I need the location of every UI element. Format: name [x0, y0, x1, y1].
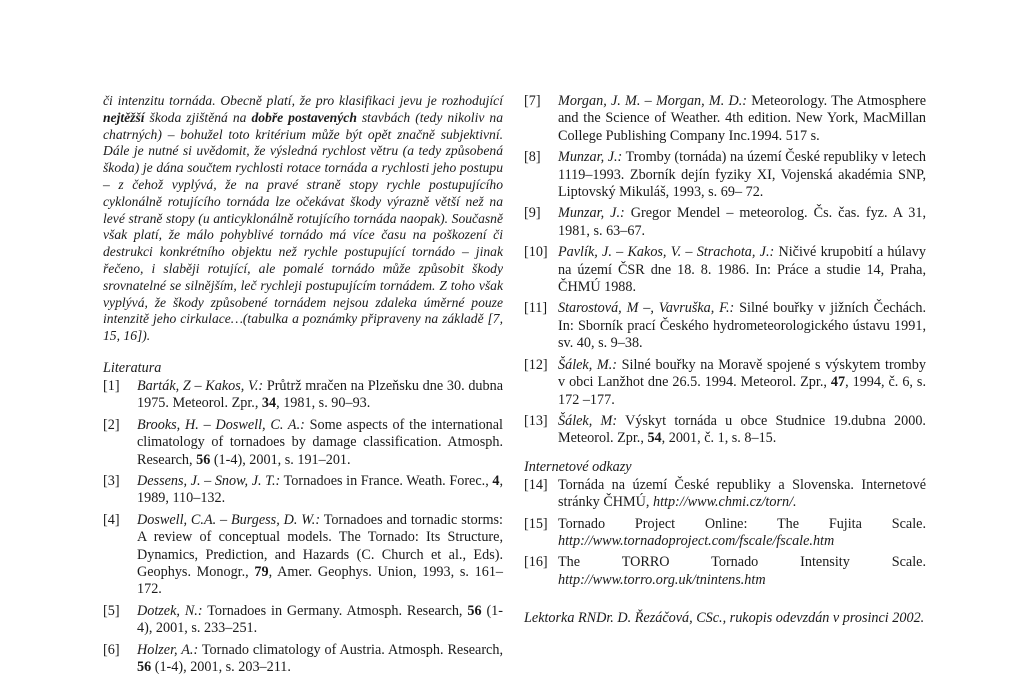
reference-number: [1] [103, 377, 120, 394]
reference-text [558, 300, 926, 352]
internet-reference-list [524, 477, 926, 589]
reference-item [103, 512, 503, 599]
reference-detail: Meteorology. The Atmosphere and the Science of Weather. 4th edition. New York, MacMillan College Publishing Company Inc.1994. 517 s. [558, 93, 926, 144]
reference-text [558, 516, 926, 551]
reference-text [558, 149, 926, 201]
reference-authors: Šálek, M: [558, 412, 618, 429]
reference-volume: 34 [261, 395, 277, 412]
reference-volume: 47 [830, 374, 846, 391]
reference-authors: Doswell, C.A. – Burgess, D. W.: [137, 511, 321, 528]
intro-paragraph [103, 93, 503, 345]
reference-number: [3] [103, 472, 120, 489]
reference-authors: Munzar, J.: [558, 149, 623, 166]
reference-text [137, 417, 503, 469]
reference-text [137, 512, 503, 599]
reference-number: [4] [103, 511, 120, 528]
reference-text [558, 357, 926, 409]
reference-detail: Průtrž mračen na Plzeňsku dne 30. dubna 1975. Meteorol. Zpr., [137, 377, 503, 412]
reference-number: [13] [524, 412, 548, 429]
reference-number: [9] [524, 205, 541, 222]
reference-authors: Šálek, M.: [558, 356, 617, 373]
reference-detail: , 1989, 110–132. [137, 472, 503, 507]
reference-number: [5] [103, 602, 120, 619]
reference-list-left [103, 378, 503, 677]
reference-item [524, 357, 926, 409]
reference-detail: Some aspects of the international climatology of tornadoes by damage classification. Atmosph. Research, [137, 416, 504, 468]
reference-authors: Morgan, J. M. – Morgan, M. D.: [558, 93, 748, 109]
reference-item [103, 603, 503, 638]
reference-detail: Výskyt tornáda u obce Studnice 19.dubna 2000. Meteorol. Zpr., [558, 412, 926, 447]
reference-item [524, 205, 926, 240]
reference-volume: 56 [467, 602, 482, 619]
reference-detail: Tornado Project Online: The Fujita Scale. [558, 515, 926, 532]
reference-number: [11] [524, 300, 548, 317]
reference-number: [10] [524, 244, 548, 261]
reference-detail: Tornadoes in France. Weath. Forec., [280, 472, 493, 489]
reference-text [558, 205, 926, 240]
internet-reference-item [524, 554, 926, 589]
intro-text: stavbách (tedy nikoliv na chatrných) – bohužel toto kritérium může být opět značně subjektivní. Dále je nutné si uvědomit, že výsledná rychlost větru (a tedy způsobená škoda) je dána součtem rychlosti rotace tornáda a rychlosti jeho postupu – z čehož vyplývá, že na pravé straně stopy rychle postupujícího cyklonálně rotujícího tornáda lze očekávat škody výrazně větší než na levé straně stopy (u anticyklonálně rotujícího tornáda naopak). Současně však platí, že málo pohyblivé tornádo má více času na poškození či destrukci konkrétního objektu než rychle postupující tornádo – jinak řečeno, i slaběji rotující, ale pomalé tornádo může způsobit škody srovnatelné se silnějším, leč rychleji postupujícím tornádem. Z toho však vyplývá, že škody způsobené tornádem nejsou zdaleka úměrné pouze intenzitě jeho cirkulace…(tabulka a poznámky připraveny na základě [7, 15, 16]). [103, 109, 503, 344]
reference-item [524, 149, 926, 201]
reference-number: [2] [103, 416, 120, 433]
reference-number: [12] [524, 356, 548, 373]
internet-reference-item [524, 477, 926, 512]
reference-text [558, 244, 926, 296]
reference-authors: Starostová, M –, Vavruška, F.: [558, 300, 735, 317]
reference-authors: Dessens, J. – Snow, J. T.: [137, 472, 281, 489]
internet-reference-item [524, 516, 926, 551]
reference-detail: Silné bouřky na Moravě spojené s výskytem tromby v obci Lanžhot dne 26.5. 1994. Meteorol. Zpr., [558, 356, 926, 391]
intro-text: či intenzitu tornáda. Obecně platí, že pro klasifikaci jevu je rozhodující [103, 93, 503, 108]
intro-emphasis: dobře postavených [251, 109, 357, 125]
reference-detail: Gregor Mendel – meteorolog. Čs. čas. fyz. A 31, 1981, s. 63–67. [558, 205, 926, 239]
reference-text [137, 378, 503, 413]
reference-text [137, 473, 503, 508]
reference-detail: (1-4), 2001, s. 203–211. [151, 659, 291, 676]
reference-item [103, 378, 503, 413]
reference-detail: The TORRO Tornado Intensity Scale. [558, 554, 926, 571]
reference-detail: (1-4), 2001, s. 233–251. [137, 602, 503, 637]
reference-detail: (1-4), 2001, s. 191–201. [210, 451, 351, 468]
reference-item [103, 473, 503, 508]
reference-detail: , 1981, s. 90–93. [276, 395, 371, 412]
reference-volume: 56 [196, 451, 211, 468]
reference-authors: Pavlík, J. – Kakos, V. – Strachota, J.: [558, 244, 775, 261]
reference-text [137, 642, 503, 677]
internet-heading: Internetové odkazy [524, 458, 632, 475]
reference-number: [16] [524, 554, 548, 571]
reference-detail: Tromby (tornáda) na území České republiky v letech 1119–1993. Zborník dejín fyziky XI, Vojenská akadémia SNP, Liptovský Mikuláš, 1993, s. 69– 72. [558, 149, 926, 201]
reference-number: [15] [524, 515, 548, 532]
literatura-heading: Literatura [103, 359, 162, 376]
reference-item [103, 417, 503, 469]
reference-number: [14] [524, 476, 548, 493]
reference-url: http://www.torro.org.uk/tnintens.htm [558, 571, 766, 588]
reference-detail: Tornadoes and tornadic storms: A review of conceptual models. The Tornado: Its Structure, Dynamics, Prediction, and Hazards (C. Church et al., Eds). Geophys. Monogr., [137, 511, 503, 581]
reference-item [524, 244, 926, 296]
reference-volume: 54 [647, 430, 662, 447]
reference-volume: 79 [254, 564, 269, 581]
reference-item [524, 300, 926, 352]
reference-text [137, 603, 503, 638]
reference-text [558, 554, 926, 589]
reference-detail: Silné bouřky v jižních Čechách. In: Sborník prací Českého hydrometeorologického ústavu 1991, sv. 40, s. 9–38. [558, 300, 926, 352]
reference-detail: , 2001, č. 1, s. 8–15. [661, 430, 777, 447]
reference-url: http://www.tornadoproject.com/fscale/fscale.htm [558, 532, 835, 549]
reference-item [524, 413, 926, 448]
reference-authors: Munzar, J.: [558, 205, 625, 222]
reference-number: [6] [103, 641, 120, 658]
reference-volume: 4 [492, 472, 500, 489]
intro-text: škoda zjištěná na [144, 109, 252, 125]
reference-volume: 56 [137, 659, 152, 676]
reference-text [558, 93, 926, 145]
left-column [103, 93, 503, 680]
reference-list-right [524, 93, 926, 448]
reference-detail: , Amer. Geophys. Union, 1993, s. 161–172. [137, 564, 504, 598]
reference-detail: Ničivé krupobití a húlavy na území ČSR dne 18. 8. 1986. In: Práce a studie 14, Praha, ČHMÚ 1988. [558, 244, 926, 296]
reference-text [558, 477, 926, 512]
reference-url: http://www.chmi.cz/torn/. [652, 494, 797, 511]
reference-number: [8] [524, 149, 541, 166]
reference-text [558, 413, 926, 448]
reference-authors: Brooks, H. – Doswell, C. A.: [137, 416, 305, 433]
right-column [524, 93, 926, 627]
reviewer-note: Lektorka RNDr. D. Řezáčová, CSc., rukopis odevzdán v prosinci 2002. [524, 610, 925, 627]
reference-item [103, 642, 503, 677]
intro-emphasis: nejtěžší [103, 109, 145, 125]
reference-detail: Tornado climatology of Austria. Atmosph. Research, [198, 641, 503, 658]
reference-authors: Dotzek, N.: [137, 602, 203, 619]
reference-detail: Tornáda na území České republiky a Slovenska. Internetové stránky ČHMÚ, [558, 476, 926, 511]
reference-detail: , 1994, č. 6, s. 172 –177. [558, 374, 926, 408]
reference-authors: Barták, Z – Kakos, V.: [137, 377, 264, 394]
reference-authors: Holzer, A.: [137, 641, 199, 658]
reference-item [524, 93, 926, 145]
reference-number: [7] [524, 93, 541, 109]
reference-detail: Tornadoes in Germany. Atmosph. Research, [202, 602, 468, 619]
